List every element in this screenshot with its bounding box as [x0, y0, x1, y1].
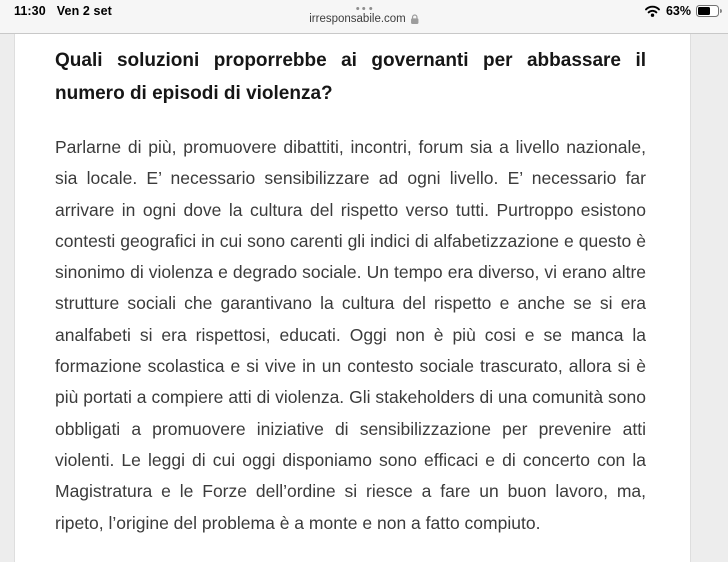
- article-paragraph: Parlarne di più, promuovere dibattiti, incontri, forum sia a livello nazionale, sia locale. E’ necessario sensibilizzare ad ogni livello. E’ necessario far arrivare in ogni dove la cultura del rispetto verso tutti. Purtroppo esistono contesti geografici in cui sono carenti gli indici di alfabetizzazione e questo è sinonimo di violenza e degrado sociale. Un tempo era diverso, vi erano altre strutture sociali che garantivano la cultura del rispetto e anche se si era analfabeti si era rispettosi, educati. Oggi non è più cosi e se manca la formazione scolastica e si vive in un contesto sociale trascurato, allora si è più portati a compiere atti di violenza. Gli stakeholders di una comunità sono obbligati a promuovere iniziative di sensibilizzazione per prevenire atti violenti. Le leggi di cui oggi disponiamo sono efficaci e di concerto con la Magistratura e le Forze dell’ordine si riesce a fare un buon lavoro, ma, ripeto, l’origine del problema è a monte e non a fatto compiuto.: [55, 137, 646, 533]
- clock: 11:30: [14, 4, 46, 18]
- address-bar[interactable]: [309, 13, 419, 25]
- toolbar-handle-dots[interactable]: [356, 7, 372, 10]
- article-heading: Quali soluzioni proporrebbe ai governanti per abbassare il numero di episodi di violenza?: [55, 50, 646, 104]
- article: [15, 34, 690, 539]
- statusbar-right: [644, 4, 719, 18]
- battery-icon: [696, 5, 719, 17]
- domain-label: irresponsabile.com: [309, 13, 406, 25]
- date: Ven 2 set: [56, 4, 112, 18]
- battery-percent: 63%: [665, 4, 691, 18]
- battery-nub: [720, 9, 723, 14]
- battery-fill: [698, 7, 710, 15]
- statusbar-left: [14, 4, 112, 18]
- toolbar-center: [309, 0, 419, 25]
- wifi-icon: [644, 5, 661, 17]
- status-and-toolbar: [0, 0, 728, 34]
- lock-icon: [410, 14, 419, 25]
- browser-viewport[interactable]: [0, 34, 728, 562]
- article-container: [14, 34, 691, 562]
